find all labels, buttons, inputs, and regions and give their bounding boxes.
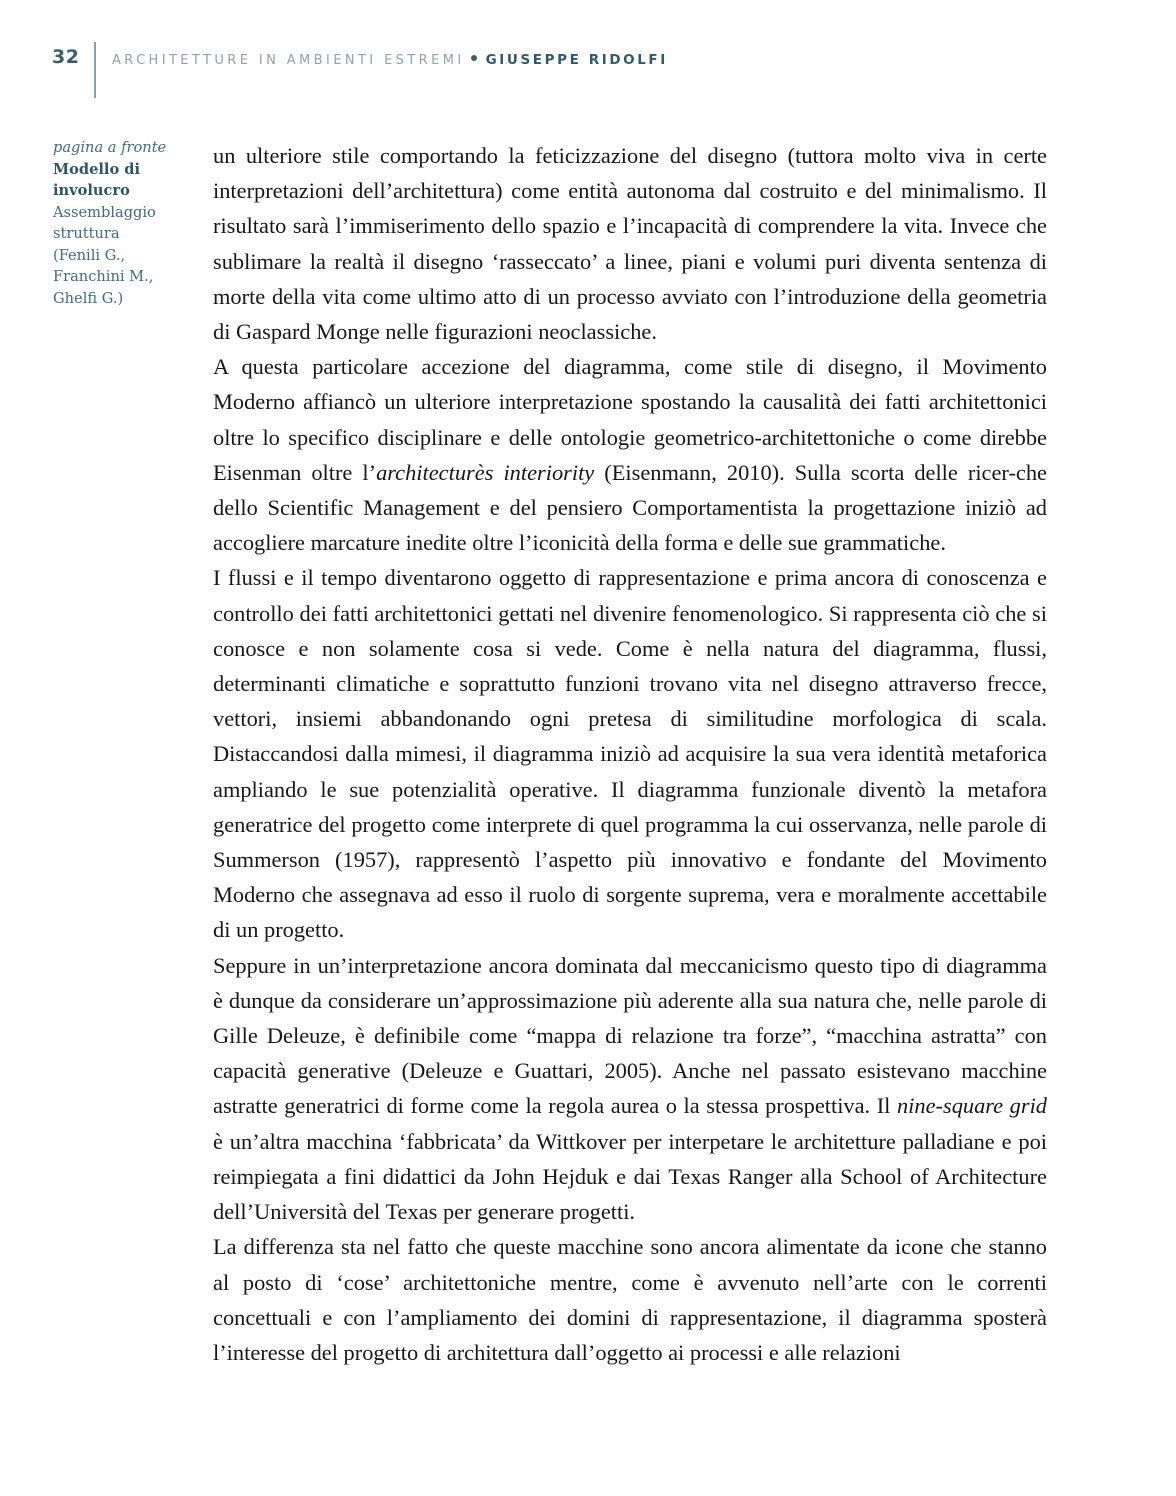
paragraph-1-text: un ulteriore stile comportando la feticizzazione del disegno (tuttora molto viva in certe interpretazioni dell’architettura) come entità autonoma dal costruito e del minimalismo. Il risultato sarà l’immiserimento dello spazio e l’incapacità di comprendere la vita. Invece che sublimare la realtà il disegno ‘rasseccato’ a linee, piani e volumi puri diventa sentenza di morte della vita come ultimo atto di un processo avviato con l’introduzione della geometria di Gaspard Monge nelle figurazioni neoclassiche. [213,143,1047,345]
paragraph-2-text-part-1: A questa particolare accezione del diagramma, come stile di disegno, il Movimento Moderno affiancò un ulteriore interpretazione spostando la causalità dei fatti architettonici oltre lo specifico disciplinare e delle ontologie geometrico-architettoniche o come direbbe Eisenman oltre l’ [213,354,1047,485]
paragraph-1 [213,138,1047,349]
caption-credit-line-5: Ghelfi G.) [53,289,124,307]
running-header [0,0,1176,110]
margin-caption [53,137,201,309]
paragraph-2-text-part-3: che dello Scientific Management e del pensiero Comportamentista la progettazione iniziò ad accogliere marcature inedite oltre l’iconicità della forma e delle sue grammatiche. [213,459,1047,556]
paragraph-5-text: La differenza sta nel fatto che queste macchine sono ancora alimentate da icone che stanno al posto di ‘cose’ architettoniche mentre, come è avvenuto nell’arte con le correnti concettuali e con l’ampliamento dei domini di rappresentazione, il diagramma sposterà l’interesse del progetto di architettura dall’oggetto ai processi e alle relazioni [213,1234,1047,1365]
italic-phrase-architectures-interiority: architecturès interiority [376,459,595,485]
paragraph-4-text-part-1: Seppure in un’interpretazione ancora dominata dal meccanicismo questo tipo di diagramma è dunque da considerare un’approssimazione più aderente alla sua natura che, nelle parole di Gille Deleuze, è definibile come “mappa di relazione tra forze”, “macchina astratta” con capacità generative (Deleuze e Guattari, 2005). Anche nel passato esistevano macchine astratte generatrici di forme come la regola aurea o la stessa prospettiva. Il [213,952,1047,1119]
page-number: 32 [52,46,80,68]
paragraph-2-text-part-2: (Eisenmann, 2010). Sulla scorta delle ricer- [594,459,1016,485]
paragraph-3 [213,560,1047,947]
header-vertical-rule [94,42,96,98]
paragraph-5 [213,1229,1047,1370]
caption-credit-line-3: (Fenili G., [53,246,126,264]
caption-kicker: pagina a fronte [53,139,167,156]
caption-title-line-2: involucro [53,182,130,199]
paragraph-4 [213,948,1047,1230]
body-text-column [213,138,1047,1370]
italic-phrase-nine-square-grid: nine-square grid [896,1093,1047,1119]
caption-title-line-1: Modello di [53,160,141,178]
caption-credit-line-4: Franchini M., [53,268,154,285]
paragraph-3-text: I flussi e il tempo diventarono oggetto di rappresentazione e prima ancora di conoscenza e controllo dei fatti architettonici gettati nel divenire fenomenologico. Si rappresenta ciò che si conosce e non solamente cosa si vede. Come è nella natura del diagramma, flussi, determinanti climatiche e soprattutto funzioni trovano vita nel disegno attraverso frecce, vettori, insiemi abbandonando ogni pretesa di similitudine morfologica di scala. Distaccandosi dalla mimesi, il diagramma iniziò ad acquisire la sua vera identità metaforica ampliando le sue potenzialità operative. Il diagramma funzionale diventò la metafora generatrice del progetto come interprete di quel programma la cui osservanza, nelle parole di Summerson (1957), rappresentò l’aspetto più innovativo e fondante del Movimento Moderno che assegnava ad esso il ruolo di sorgente suprema, vera e moralmente accettabile di un progetto. [213,565,1047,943]
caption-credit-line-2: struttura [53,225,120,242]
caption-credit-line-1: Assemblaggio [53,203,156,221]
paragraph-2 [213,349,1047,560]
bullet-separator-icon [471,55,477,61]
author-name: GIUSEPPE RIDOLFI [485,52,668,68]
header-text [112,52,668,68]
book-title: ARCHITETTURE IN AMBIENTI ESTREMI [112,53,465,68]
paragraph-4-text-part-2: è un’altra macchina ‘fabbricata’ da Wittkover per interpetare le architetture palladiane e poi reimpiegata a fini didattici da John Hejduk e dai Texas Ranger alla School of Architecture dell’Università del Texas per generare progetti. [213,1128,1047,1225]
